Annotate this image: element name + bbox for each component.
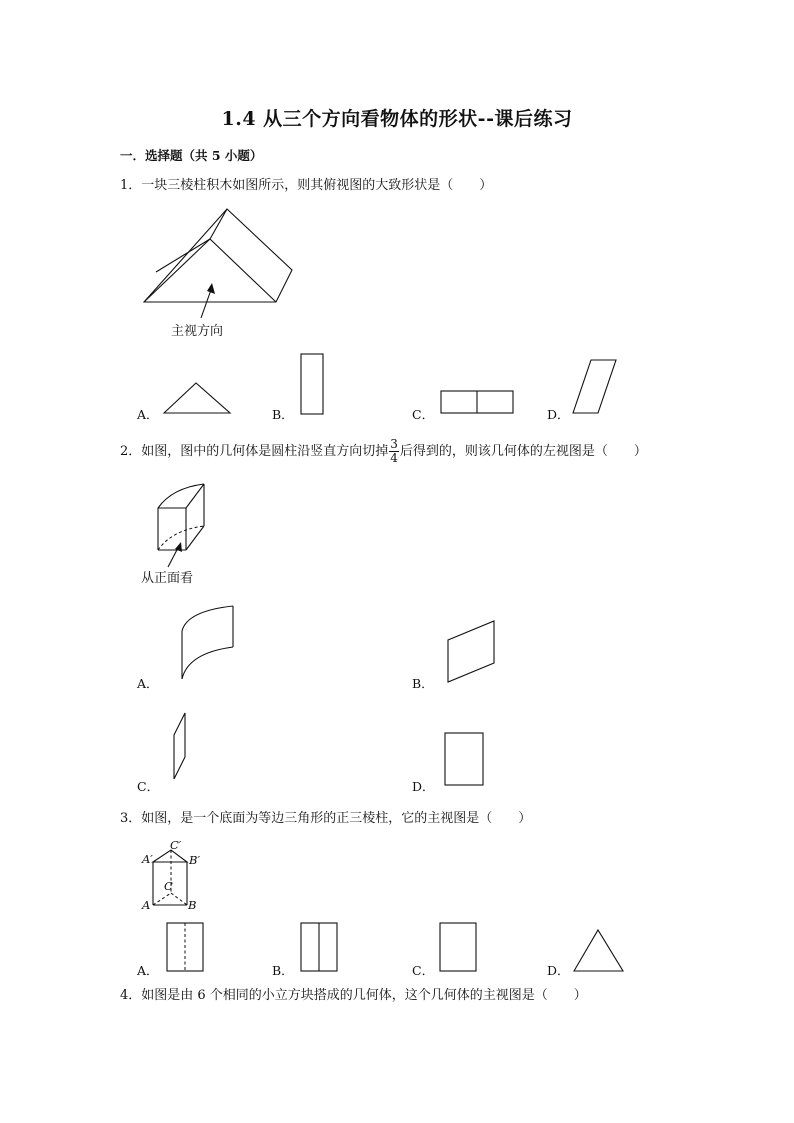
q1-option-d-parallelogram[interactable] <box>570 357 620 417</box>
page-title: 1.4 从三个方向看物体的形状--课后练习 <box>221 108 573 130</box>
q3-vertex-c-prime: C′ <box>170 838 182 852</box>
q1-option-a-label[interactable]: A． <box>137 407 159 422</box>
q2-fraction <box>389 438 399 465</box>
q1-option-d-label[interactable]: D． <box>547 407 570 422</box>
q3-vertex-c: C <box>164 879 173 893</box>
q3-option-d-triangle[interactable] <box>570 925 628 975</box>
q3-vertex-a-prime: A′ <box>142 852 153 866</box>
q3-vertex-b-prime: B′ <box>189 853 201 867</box>
q2-option-b-parallelogram[interactable] <box>443 618 498 686</box>
q2-text-before: 2．如图，图中的几何体是圆柱沿竖直方向切掉 <box>120 444 389 459</box>
q1-prism-figure-lines <box>144 209 292 318</box>
q3-vertex-b: B <box>188 898 197 912</box>
q2-option-c-thin-parallelogram[interactable] <box>170 710 190 782</box>
q3-option-a-rect-dashed[interactable] <box>164 920 208 975</box>
q3-option-c-label[interactable]: C． <box>412 963 435 978</box>
q1-option-c-split-rectangle[interactable] <box>438 388 518 418</box>
question-3-text: 3．如图，是一个底面为等边三角形的正三棱柱，它的主视图是（ ） <box>120 811 532 826</box>
q3-prism-lines <box>153 850 187 905</box>
q2-fraction-numerator: 3 <box>390 437 398 451</box>
question-1-text: 1．一块三棱柱积木如图所示，则其俯视图的大致形状是（ ） <box>120 178 493 193</box>
question-4-text: 4．如图是由 6 个相同的小立方块搭成的几何体，这个几何体的主视图是（ ） <box>120 988 587 1003</box>
q2-option-c-label[interactable]: C． <box>137 779 160 794</box>
q1-option-c-label[interactable]: C． <box>412 407 435 422</box>
q3-option-d-label[interactable]: D． <box>547 963 570 978</box>
q1-option-a-triangle[interactable] <box>160 378 235 418</box>
q2-option-b-label[interactable]: B． <box>412 676 434 691</box>
q2-option-a-label[interactable]: A． <box>137 676 159 691</box>
q2-fraction-denominator: 4 <box>390 451 398 465</box>
q1-view-direction-caption: 主视方向 <box>171 324 224 339</box>
q3-vertex-a: A <box>142 898 151 912</box>
q3-option-b-rect-solid-line[interactable] <box>298 920 342 975</box>
q1-option-b-label[interactable]: B． <box>272 407 294 422</box>
q2-option-d-label[interactable]: D． <box>412 779 435 794</box>
q2-option-a-curved-shape[interactable] <box>175 603 240 683</box>
q2-option-d-rectangle[interactable] <box>442 730 487 788</box>
question-2-text <box>120 438 647 465</box>
q3-option-c-rectangle[interactable] <box>437 920 481 975</box>
q2-cut-cylinder-lines <box>158 484 204 567</box>
section-heading: 一．选择题（共 5 小题） <box>120 148 263 163</box>
q2-text-after: 后得到的，则该几何体的左视图是（ ） <box>399 444 647 459</box>
q3-option-b-label[interactable]: B． <box>272 963 294 978</box>
q2-view-direction-caption: 从正面看 <box>141 571 194 586</box>
q3-option-a-label[interactable]: A． <box>137 963 159 978</box>
q1-option-b-tall-rectangle[interactable] <box>298 352 328 417</box>
